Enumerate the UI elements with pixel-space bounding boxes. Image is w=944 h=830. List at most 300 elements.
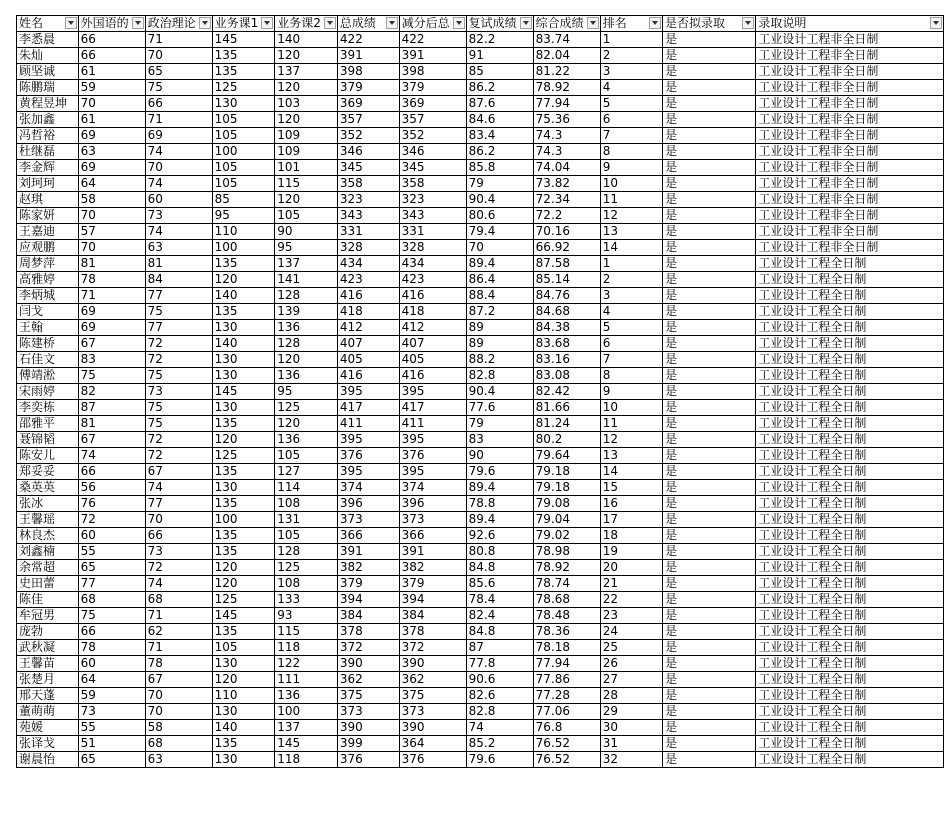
table-cell[interactable]: 是	[662, 480, 755, 496]
table-cell[interactable]: 68	[145, 592, 212, 608]
table-cell[interactable]: 69	[145, 128, 212, 144]
table-cell[interactable]: 76.8	[533, 720, 600, 736]
table-cell[interactable]: 79	[466, 176, 533, 192]
table-cell[interactable]: 是	[662, 208, 755, 224]
table-cell[interactable]: 374	[399, 480, 466, 496]
table-cell[interactable]: 105	[212, 160, 275, 176]
table-cell[interactable]: 陈安儿	[17, 448, 79, 464]
table-cell[interactable]: 411	[337, 416, 399, 432]
table-cell[interactable]: 89.4	[466, 480, 533, 496]
table-cell[interactable]: 77.06	[533, 704, 600, 720]
table-cell[interactable]: 382	[399, 560, 466, 576]
table-cell[interactable]: 390	[399, 656, 466, 672]
table-cell[interactable]: 20	[600, 560, 662, 576]
table-cell[interactable]: 是	[662, 304, 755, 320]
table-cell[interactable]: 130	[212, 480, 275, 496]
table-cell[interactable]: 77	[145, 320, 212, 336]
table-cell[interactable]: 74	[145, 576, 212, 592]
table-cell[interactable]: 65	[78, 752, 145, 768]
table-cell[interactable]: 张加鑫	[17, 112, 79, 128]
table-cell[interactable]: 395	[399, 384, 466, 400]
table-cell[interactable]: 376	[337, 448, 399, 464]
table-cell[interactable]: 林良杰	[17, 528, 79, 544]
table-cell[interactable]: 352	[399, 128, 466, 144]
table-cell[interactable]: 135	[212, 736, 275, 752]
table-cell[interactable]: 史田蕾	[17, 576, 79, 592]
table-cell[interactable]: 71	[145, 112, 212, 128]
table-cell[interactable]: 74.3	[533, 128, 600, 144]
table-cell[interactable]: 84	[145, 272, 212, 288]
table-cell[interactable]: 67	[78, 432, 145, 448]
table-cell[interactable]: 13	[600, 224, 662, 240]
table-cell[interactable]: 4	[600, 304, 662, 320]
table-cell[interactable]: 90.4	[466, 192, 533, 208]
table-cell[interactable]: 73	[145, 384, 212, 400]
table-cell[interactable]: 79.18	[533, 480, 600, 496]
table-cell[interactable]: 120	[275, 48, 338, 64]
table-cell[interactable]: 7	[600, 352, 662, 368]
table-cell[interactable]: 工业设计工程全日制	[756, 640, 944, 656]
table-cell[interactable]: 60	[145, 192, 212, 208]
table-cell[interactable]: 刘珂珂	[17, 176, 79, 192]
table-cell[interactable]: 136	[275, 320, 338, 336]
table-cell[interactable]: 422	[337, 32, 399, 48]
table-cell[interactable]: 379	[337, 576, 399, 592]
table-cell[interactable]: 冯哲裕	[17, 128, 79, 144]
table-cell[interactable]: 92.6	[466, 528, 533, 544]
table-cell[interactable]: 杜继磊	[17, 144, 79, 160]
table-cell[interactable]: 95	[275, 384, 338, 400]
table-cell[interactable]: 是	[662, 400, 755, 416]
table-cell[interactable]: 390	[337, 720, 399, 736]
table-cell[interactable]: 工业设计工程全日制	[756, 384, 944, 400]
filter-dropdown-icon[interactable]	[587, 17, 599, 29]
table-cell[interactable]: 128	[275, 544, 338, 560]
table-cell[interactable]: 83.4	[466, 128, 533, 144]
table-cell[interactable]: 418	[399, 304, 466, 320]
table-cell[interactable]: 69	[78, 304, 145, 320]
table-cell[interactable]: 395	[337, 432, 399, 448]
table-cell[interactable]: 70	[145, 512, 212, 528]
table-cell[interactable]: 1	[600, 256, 662, 272]
table-cell[interactable]: 343	[399, 208, 466, 224]
table-cell[interactable]: 135	[212, 464, 275, 480]
table-cell[interactable]: 是	[662, 144, 755, 160]
table-cell[interactable]: 赵琪	[17, 192, 79, 208]
table-cell[interactable]: 工业设计工程全日制	[756, 256, 944, 272]
table-cell[interactable]: 416	[337, 288, 399, 304]
table-cell[interactable]: 120	[275, 192, 338, 208]
table-cell[interactable]: 85.2	[466, 736, 533, 752]
table-cell[interactable]: 是	[662, 96, 755, 112]
table-cell[interactable]: 70	[78, 96, 145, 112]
table-cell[interactable]: 434	[399, 256, 466, 272]
table-cell[interactable]: 58	[78, 192, 145, 208]
table-cell[interactable]: 89.4	[466, 512, 533, 528]
table-cell[interactable]: 工业设计工程非全日制	[756, 240, 944, 256]
table-cell[interactable]: 135	[212, 48, 275, 64]
table-cell[interactable]: 70	[145, 48, 212, 64]
table-cell[interactable]: 工业设计工程全日制	[756, 288, 944, 304]
table-cell[interactable]: 72.34	[533, 192, 600, 208]
table-cell[interactable]: 128	[275, 288, 338, 304]
table-cell[interactable]: 77	[145, 288, 212, 304]
table-cell[interactable]: 130	[212, 96, 275, 112]
table-cell[interactable]: 69	[78, 128, 145, 144]
table-cell[interactable]: 130	[212, 656, 275, 672]
table-cell[interactable]: 16	[600, 496, 662, 512]
table-cell[interactable]: 65	[78, 560, 145, 576]
table-cell[interactable]: 407	[399, 336, 466, 352]
table-cell[interactable]: 118	[275, 752, 338, 768]
table-cell[interactable]: 60	[78, 528, 145, 544]
table-cell[interactable]: 张冰	[17, 496, 79, 512]
table-cell[interactable]: 82.8	[466, 368, 533, 384]
table-cell[interactable]: 395	[337, 464, 399, 480]
table-cell[interactable]: 417	[337, 400, 399, 416]
table-cell[interactable]: 顾坚诚	[17, 64, 79, 80]
table-cell[interactable]: 工业设计工程全日制	[756, 544, 944, 560]
table-cell[interactable]: 118	[275, 640, 338, 656]
table-cell[interactable]: 是	[662, 368, 755, 384]
table-cell[interactable]: 105	[212, 640, 275, 656]
table-cell[interactable]: 79.04	[533, 512, 600, 528]
table-cell[interactable]: 120	[275, 80, 338, 96]
table-cell[interactable]: 91	[466, 48, 533, 64]
table-cell[interactable]: 378	[399, 624, 466, 640]
table-cell[interactable]: 416	[399, 288, 466, 304]
table-cell[interactable]: 83.68	[533, 336, 600, 352]
table-cell[interactable]: 75	[145, 400, 212, 416]
table-cell[interactable]: 63	[78, 144, 145, 160]
table-cell[interactable]: 是	[662, 592, 755, 608]
table-cell[interactable]: 79.02	[533, 528, 600, 544]
table-cell[interactable]: 137	[275, 256, 338, 272]
table-cell[interactable]: 57	[78, 224, 145, 240]
table-cell[interactable]: 390	[337, 656, 399, 672]
table-cell[interactable]: 145	[275, 736, 338, 752]
table-cell[interactable]: 3	[600, 64, 662, 80]
table-cell[interactable]: 77	[145, 496, 212, 512]
table-cell[interactable]: 369	[337, 96, 399, 112]
table-cell[interactable]: 73	[145, 544, 212, 560]
table-cell[interactable]: 130	[212, 320, 275, 336]
table-cell[interactable]: 379	[399, 80, 466, 96]
filter-dropdown-icon[interactable]	[649, 17, 661, 29]
table-cell[interactable]: 391	[399, 544, 466, 560]
table-cell[interactable]: 145	[212, 608, 275, 624]
table-cell[interactable]: 董萌萌	[17, 704, 79, 720]
table-cell[interactable]: 是	[662, 512, 755, 528]
table-cell[interactable]: 80.8	[466, 544, 533, 560]
table-cell[interactable]: 80.2	[533, 432, 600, 448]
table-cell[interactable]: 是	[662, 288, 755, 304]
table-cell[interactable]: 75	[145, 80, 212, 96]
table-cell[interactable]: 120	[275, 416, 338, 432]
table-cell[interactable]: 11	[600, 416, 662, 432]
table-cell[interactable]: 379	[399, 576, 466, 592]
table-cell[interactable]: 是	[662, 112, 755, 128]
table-cell[interactable]: 90	[275, 224, 338, 240]
filter-dropdown-icon[interactable]	[65, 17, 77, 29]
table-cell[interactable]: 105	[275, 448, 338, 464]
table-cell[interactable]: 4	[600, 80, 662, 96]
table-cell[interactable]: 120	[212, 576, 275, 592]
table-cell[interactable]: 79.6	[466, 464, 533, 480]
table-cell[interactable]: 70	[78, 208, 145, 224]
table-cell[interactable]: 122	[275, 656, 338, 672]
table-cell[interactable]: 工业设计工程全日制	[756, 560, 944, 576]
table-cell[interactable]: 405	[337, 352, 399, 368]
table-cell[interactable]: 395	[337, 384, 399, 400]
table-cell[interactable]: 71	[145, 32, 212, 48]
table-cell[interactable]: 88.2	[466, 352, 533, 368]
table-cell[interactable]: 103	[275, 96, 338, 112]
table-cell[interactable]: 364	[399, 736, 466, 752]
table-cell[interactable]: 17	[600, 512, 662, 528]
table-cell[interactable]: 是	[662, 608, 755, 624]
table-cell[interactable]: 是	[662, 416, 755, 432]
table-cell[interactable]: 70	[78, 240, 145, 256]
table-cell[interactable]: 66	[78, 48, 145, 64]
table-cell[interactable]: 115	[275, 176, 338, 192]
table-cell[interactable]: 陈家妍	[17, 208, 79, 224]
table-cell[interactable]: 72	[145, 352, 212, 368]
table-cell[interactable]: 55	[78, 544, 145, 560]
table-cell[interactable]: 12	[600, 208, 662, 224]
table-cell[interactable]: 78.4	[466, 592, 533, 608]
table-cell[interactable]: 357	[337, 112, 399, 128]
table-cell[interactable]: 128	[275, 336, 338, 352]
table-cell[interactable]: 83	[466, 432, 533, 448]
table-cell[interactable]: 72.2	[533, 208, 600, 224]
table-cell[interactable]: 庞勃	[17, 624, 79, 640]
table-cell[interactable]: 61	[78, 64, 145, 80]
table-cell[interactable]: 85.8	[466, 160, 533, 176]
table-cell[interactable]: 79.08	[533, 496, 600, 512]
table-cell[interactable]: 323	[399, 192, 466, 208]
table-cell[interactable]: 345	[399, 160, 466, 176]
table-cell[interactable]: 桑英英	[17, 480, 79, 496]
filter-dropdown-icon[interactable]	[324, 17, 336, 29]
table-cell[interactable]: 84.8	[466, 624, 533, 640]
table-cell[interactable]: 工业设计工程全日制	[756, 704, 944, 720]
table-cell[interactable]: 59	[78, 688, 145, 704]
table-cell[interactable]: 384	[399, 608, 466, 624]
table-cell[interactable]: 工业设计工程非全日制	[756, 176, 944, 192]
table-cell[interactable]: 366	[399, 528, 466, 544]
table-cell[interactable]: 56	[78, 480, 145, 496]
table-cell[interactable]: 374	[337, 480, 399, 496]
table-cell[interactable]: 105	[212, 112, 275, 128]
table-cell[interactable]: 15	[600, 480, 662, 496]
table-cell[interactable]: 328	[399, 240, 466, 256]
table-cell[interactable]: 86.4	[466, 272, 533, 288]
table-cell[interactable]: 376	[399, 448, 466, 464]
table-cell[interactable]: 83.74	[533, 32, 600, 48]
table-cell[interactable]: 工业设计工程全日制	[756, 736, 944, 752]
table-cell[interactable]: 23	[600, 608, 662, 624]
table-cell[interactable]: 70	[145, 704, 212, 720]
table-cell[interactable]: 140	[275, 32, 338, 48]
table-cell[interactable]: 84.76	[533, 288, 600, 304]
table-cell[interactable]: 11	[600, 192, 662, 208]
table-cell[interactable]: 是	[662, 672, 755, 688]
table-cell[interactable]: 王嘉迪	[17, 224, 79, 240]
table-cell[interactable]: 工业设计工程非全日制	[756, 224, 944, 240]
table-cell[interactable]: 390	[399, 720, 466, 736]
table-cell[interactable]: 72	[145, 432, 212, 448]
table-cell[interactable]: 是	[662, 64, 755, 80]
table-cell[interactable]: 346	[337, 144, 399, 160]
table-cell[interactable]: 10	[600, 176, 662, 192]
table-cell[interactable]: 工业设计工程全日制	[756, 336, 944, 352]
table-cell[interactable]: 67	[145, 464, 212, 480]
table-cell[interactable]: 石佳文	[17, 352, 79, 368]
table-cell[interactable]: 是	[662, 560, 755, 576]
table-cell[interactable]: 69	[78, 320, 145, 336]
table-cell[interactable]: 聂锦韬	[17, 432, 79, 448]
table-cell[interactable]: 工业设计工程全日制	[756, 496, 944, 512]
table-cell[interactable]: 69	[78, 160, 145, 176]
table-cell[interactable]: 王馨苗	[17, 656, 79, 672]
table-cell[interactable]: 是	[662, 752, 755, 768]
table-cell[interactable]: 工业设计工程全日制	[756, 304, 944, 320]
table-cell[interactable]: 6	[600, 336, 662, 352]
table-cell[interactable]: 61	[78, 112, 145, 128]
table-cell[interactable]: 是	[662, 640, 755, 656]
table-cell[interactable]: 136	[275, 368, 338, 384]
table-cell[interactable]: 工业设计工程全日制	[756, 272, 944, 288]
table-cell[interactable]: 是	[662, 336, 755, 352]
table-cell[interactable]: 工业设计工程全日制	[756, 352, 944, 368]
table-cell[interactable]: 工业设计工程全日制	[756, 608, 944, 624]
table-cell[interactable]: 是	[662, 464, 755, 480]
table-cell[interactable]: 77.94	[533, 96, 600, 112]
table-cell[interactable]: 84.8	[466, 560, 533, 576]
table-cell[interactable]: 90.4	[466, 384, 533, 400]
table-cell[interactable]: 工业设计工程全日制	[756, 480, 944, 496]
table-cell[interactable]: 100	[275, 704, 338, 720]
table-cell[interactable]: 62	[145, 624, 212, 640]
table-cell[interactable]: 22	[600, 592, 662, 608]
table-cell[interactable]: 是	[662, 320, 755, 336]
table-cell[interactable]: 工业设计工程全日制	[756, 464, 944, 480]
table-cell[interactable]: 74	[145, 224, 212, 240]
table-cell[interactable]: 75	[78, 368, 145, 384]
table-cell[interactable]: 135	[212, 544, 275, 560]
table-cell[interactable]: 331	[337, 224, 399, 240]
table-cell[interactable]: 372	[399, 640, 466, 656]
table-cell[interactable]: 83.16	[533, 352, 600, 368]
table-cell[interactable]: 6	[600, 112, 662, 128]
table-cell[interactable]: 78	[78, 640, 145, 656]
table-cell[interactable]: 68	[145, 736, 212, 752]
table-cell[interactable]: 工业设计工程全日制	[756, 752, 944, 768]
table-cell[interactable]: 109	[275, 128, 338, 144]
table-cell[interactable]: 87	[466, 640, 533, 656]
table-cell[interactable]: 395	[399, 432, 466, 448]
table-cell[interactable]: 是	[662, 192, 755, 208]
table-cell[interactable]: 77.6	[466, 400, 533, 416]
table-cell[interactable]: 是	[662, 272, 755, 288]
table-cell[interactable]: 127	[275, 464, 338, 480]
table-cell[interactable]: 84.38	[533, 320, 600, 336]
table-cell[interactable]: 76	[78, 496, 145, 512]
table-cell[interactable]: 135	[212, 64, 275, 80]
table-cell[interactable]: 工业设计工程非全日制	[756, 64, 944, 80]
table-cell[interactable]: 是	[662, 32, 755, 48]
table-cell[interactable]: 79.6	[466, 752, 533, 768]
table-cell[interactable]: 78.36	[533, 624, 600, 640]
table-cell[interactable]: 陈佳	[17, 592, 79, 608]
table-cell[interactable]: 396	[399, 496, 466, 512]
table-cell[interactable]: 95	[212, 208, 275, 224]
table-cell[interactable]: 108	[275, 496, 338, 512]
table-cell[interactable]: 369	[399, 96, 466, 112]
table-cell[interactable]: 8	[600, 368, 662, 384]
table-cell[interactable]: 418	[337, 304, 399, 320]
table-cell[interactable]: 78.98	[533, 544, 600, 560]
table-cell[interactable]: 328	[337, 240, 399, 256]
table-cell[interactable]: 是	[662, 688, 755, 704]
table-cell[interactable]: 379	[337, 80, 399, 96]
table-cell[interactable]: 70	[145, 688, 212, 704]
table-cell[interactable]: 346	[399, 144, 466, 160]
table-cell[interactable]: 87.58	[533, 256, 600, 272]
table-cell[interactable]: 137	[275, 720, 338, 736]
table-cell[interactable]: 工业设计工程非全日制	[756, 208, 944, 224]
table-cell[interactable]: 398	[399, 64, 466, 80]
table-cell[interactable]: 工业设计工程非全日制	[756, 96, 944, 112]
table-cell[interactable]: 125	[275, 560, 338, 576]
table-cell[interactable]: 是	[662, 240, 755, 256]
table-cell[interactable]: 30	[600, 720, 662, 736]
table-cell[interactable]: 90	[466, 448, 533, 464]
table-cell[interactable]: 79	[466, 416, 533, 432]
table-cell[interactable]: 74.04	[533, 160, 600, 176]
table-cell[interactable]: 72	[78, 512, 145, 528]
table-cell[interactable]: 9	[600, 384, 662, 400]
table-cell[interactable]: 81.22	[533, 64, 600, 80]
table-cell[interactable]: 120	[275, 112, 338, 128]
table-cell[interactable]: 109	[275, 144, 338, 160]
table-cell[interactable]: 345	[337, 160, 399, 176]
table-cell[interactable]: 60	[78, 656, 145, 672]
table-cell[interactable]: 工业设计工程非全日制	[756, 192, 944, 208]
table-cell[interactable]: 82.6	[466, 688, 533, 704]
table-cell[interactable]: 工业设计工程全日制	[756, 400, 944, 416]
table-cell[interactable]: 是	[662, 128, 755, 144]
filter-dropdown-icon[interactable]	[453, 17, 465, 29]
table-cell[interactable]: 135	[212, 496, 275, 512]
table-cell[interactable]: 81	[145, 256, 212, 272]
table-cell[interactable]: 苑媛	[17, 720, 79, 736]
table-cell[interactable]: 是	[662, 352, 755, 368]
table-cell[interactable]: 357	[399, 112, 466, 128]
table-cell[interactable]: 10	[600, 400, 662, 416]
table-cell[interactable]: 64	[78, 176, 145, 192]
table-cell[interactable]: 64	[78, 672, 145, 688]
table-cell[interactable]: 382	[337, 560, 399, 576]
table-cell[interactable]: 412	[399, 320, 466, 336]
table-cell[interactable]: 130	[212, 704, 275, 720]
table-cell[interactable]: 115	[275, 624, 338, 640]
table-cell[interactable]: 399	[337, 736, 399, 752]
table-cell[interactable]: 108	[275, 576, 338, 592]
table-cell[interactable]: 111	[275, 672, 338, 688]
table-cell[interactable]: 28	[600, 688, 662, 704]
